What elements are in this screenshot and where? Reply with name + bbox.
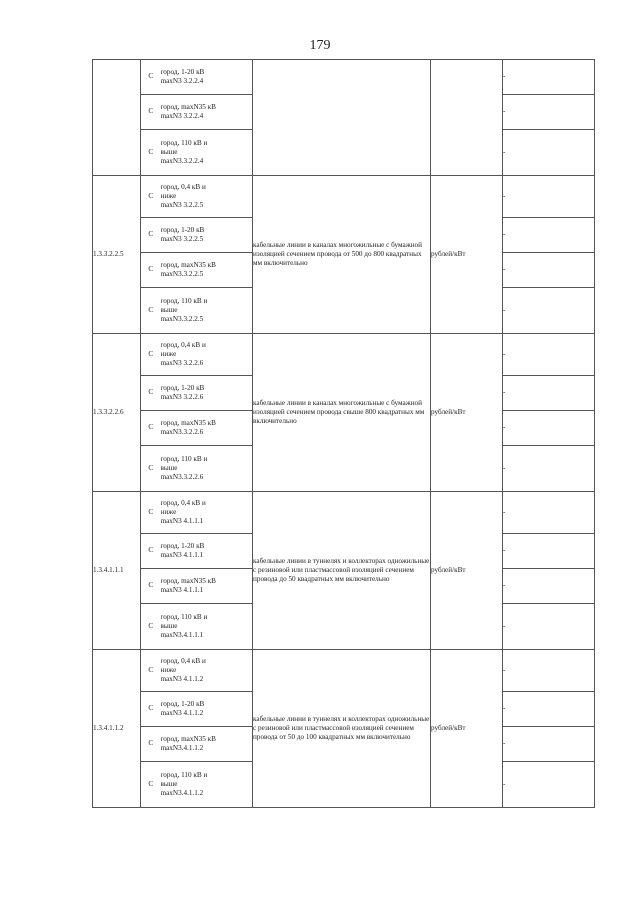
line-description: кабельные линии в каналах многожильные с бумажной изоляцией сечением провода от 500 до 800 квадратных мм включительно: [253, 176, 431, 334]
voltage-level-line: выше: [160, 147, 178, 156]
line-description: кабельные линии в туннелях и коллекторах одножильные с резиновой или пластмассовой изоляцией сечением провода от 50 до 100 квадратных мм включительно: [253, 650, 431, 808]
line-description: [253, 60, 431, 176]
rate-value: -: [503, 446, 595, 492]
voltage-level-cell: [161, 130, 253, 176]
rate-value: -: [503, 569, 595, 604]
voltage-level-cell: [161, 218, 253, 253]
voltage-level-line: maxN3 4.1.1.2: [160, 675, 204, 684]
voltage-level-cell: [161, 60, 253, 95]
voltage-level-cell: [161, 762, 253, 808]
territory-code: С: [141, 253, 161, 288]
rate-value: -: [503, 604, 595, 650]
territory-code: С: [141, 176, 161, 218]
voltage-level-cell: [161, 253, 253, 288]
voltage-level-line: maxN3.3.2.2.5: [160, 315, 204, 324]
rate-value: -: [503, 534, 595, 569]
tariff-code: 1.3.4.1.1.1: [93, 492, 141, 650]
voltage-level-cell: [161, 534, 253, 569]
tariff-code: [93, 60, 141, 176]
voltage-level-line: город, 1-20 кВ: [160, 699, 205, 708]
voltage-level-cell: [161, 492, 253, 534]
rate-value: -: [503, 288, 595, 334]
table-row: [93, 650, 595, 692]
unit-of-measure: [431, 60, 503, 176]
voltage-level-line: maxN3 3.2.2.5: [160, 235, 204, 243]
rate-value: -: [503, 130, 595, 176]
territory-code: С: [141, 446, 161, 492]
rate-value: -: [503, 95, 595, 130]
voltage-level-cell: [161, 376, 253, 411]
territory-code: С: [141, 762, 161, 808]
voltage-level-line: город, 0,4 кВ и: [160, 498, 206, 507]
voltage-level-line: maxN3.4.1.1.2: [160, 789, 204, 798]
tariff-code: 1.3.3.2.2.6: [93, 334, 141, 492]
voltage-level-line: город, 110 кВ и: [160, 296, 208, 305]
voltage-level-cell: [161, 569, 253, 604]
table-row: [93, 334, 595, 376]
voltage-level-line: город, 0,4 кВ и: [160, 182, 206, 191]
rate-value: -: [503, 650, 595, 692]
rate-value: -: [503, 492, 595, 534]
voltage-level-line: город, 0,4 кВ и: [160, 340, 206, 349]
voltage-level-line: maxN3.3.2.2.6: [160, 428, 204, 436]
voltage-level-line: выше: [160, 305, 178, 314]
tariff-code: 1.3.3.2.2.5: [93, 176, 141, 334]
voltage-level-line: выше: [160, 779, 178, 788]
unit-of-measure: рублей/кВт: [431, 334, 503, 492]
unit-of-measure: рублей/кВт: [431, 492, 503, 650]
rate-value: -: [503, 334, 595, 376]
territory-code: С: [141, 334, 161, 376]
territory-code: С: [141, 60, 161, 95]
voltage-level-line: город, maxN35 кВ: [160, 260, 216, 269]
territory-code: С: [141, 604, 161, 650]
territory-code: С: [141, 376, 161, 411]
rate-value: -: [503, 60, 595, 95]
voltage-level-line: город, 110 кВ и: [160, 454, 208, 463]
voltage-level-cell: [161, 604, 253, 650]
voltage-level-line: maxN3 4.1.1.1: [160, 586, 204, 594]
voltage-level-line: maxN3 3.2.2.4: [160, 112, 204, 120]
voltage-level-line: город, maxN35 кВ: [160, 418, 216, 427]
line-description: кабельные линии в туннелях и коллекторах одножильные с резиновой или пластмассовой изоляцией сечением провода до 50 квадратных мм включительно: [253, 492, 431, 650]
voltage-level-line: город, 1-20 кВ: [160, 541, 205, 550]
voltage-level-cell: [161, 176, 253, 218]
voltage-level-cell: [161, 692, 253, 727]
voltage-level-line: ниже: [160, 349, 177, 358]
voltage-level-line: ниже: [160, 665, 177, 674]
territory-code: С: [141, 569, 161, 604]
territory-code: С: [141, 650, 161, 692]
voltage-level-line: город, 0,4 кВ и: [160, 656, 206, 665]
voltage-level-line: город, 110 кВ и: [160, 138, 208, 147]
rate-value: -: [503, 176, 595, 218]
voltage-level-line: maxN3.4.1.1.1: [160, 631, 204, 640]
voltage-level-line: город, maxN35 кВ: [160, 576, 216, 585]
rate-value: -: [503, 762, 595, 808]
voltage-level-cell: [161, 727, 253, 762]
territory-code: С: [141, 218, 161, 253]
tariff-table-body: [93, 60, 595, 808]
voltage-level-line: maxN3 4.1.1.2: [160, 709, 204, 717]
voltage-level-line: город, maxN35 кВ: [160, 734, 216, 743]
voltage-level-line: выше: [160, 621, 178, 630]
voltage-level-cell: [161, 411, 253, 446]
territory-code: С: [141, 288, 161, 334]
voltage-level-cell: [161, 288, 253, 334]
tariff-table: [92, 59, 595, 808]
voltage-level-line: город, 110 кВ и: [160, 770, 208, 779]
voltage-level-line: maxN3.4.1.1.2: [160, 744, 204, 752]
voltage-level-line: ниже: [160, 191, 177, 200]
territory-code: С: [141, 492, 161, 534]
territory-code: С: [141, 727, 161, 762]
voltage-level-line: maxN3 3.2.2.5: [160, 201, 204, 210]
tariff-code: 1.3.4.1.1.2: [93, 650, 141, 808]
voltage-level-line: город, 110 кВ и: [160, 612, 208, 621]
rate-value: -: [503, 376, 595, 411]
rate-value: -: [503, 692, 595, 727]
table-row: [93, 60, 595, 95]
rate-value: -: [503, 411, 595, 446]
voltage-level-line: maxN3.3.2.2.6: [160, 473, 204, 482]
voltage-level-line: maxN3 4.1.1.1: [160, 551, 204, 559]
voltage-level-line: maxN3.3.2.2.4: [160, 157, 204, 166]
voltage-level-line: город, 1-20 кВ: [160, 225, 205, 234]
voltage-level-line: maxN3 3.2.2.6: [160, 359, 204, 368]
unit-of-measure: рублей/кВт: [431, 176, 503, 334]
rate-value: -: [503, 253, 595, 288]
voltage-level-line: maxN3 3.2.2.6: [160, 393, 204, 401]
table-row: [93, 492, 595, 534]
territory-code: С: [141, 411, 161, 446]
page-number: 179: [309, 38, 331, 53]
voltage-level-line: город, maxN35 кВ: [160, 102, 216, 111]
territory-code: С: [141, 534, 161, 569]
territory-code: С: [141, 95, 161, 130]
line-description: кабельные линии в каналах многожильные с бумажной изоляцией сечением провода свыше 800 квадратных мм включительно: [253, 334, 431, 492]
voltage-level-line: maxN3 4.1.1.1: [160, 517, 204, 526]
voltage-level-cell: [161, 446, 253, 492]
voltage-level-line: maxN3.3.2.2.5: [160, 270, 204, 278]
territory-code: С: [141, 130, 161, 176]
voltage-level-cell: [161, 95, 253, 130]
voltage-level-line: выше: [160, 463, 178, 472]
voltage-level-line: ниже: [160, 507, 177, 516]
voltage-level-line: город, 1-20 кВ: [160, 383, 205, 392]
rate-value: -: [503, 218, 595, 253]
voltage-level-cell: [161, 650, 253, 692]
territory-code: С: [141, 692, 161, 727]
voltage-level-line: maxN3 3.2.2.4: [160, 77, 204, 85]
voltage-level-cell: [161, 334, 253, 376]
voltage-level-line: город, 1-20 кВ: [160, 67, 205, 76]
unit-of-measure: рублей/кВт: [431, 650, 503, 808]
rate-value: -: [503, 727, 595, 762]
table-row: [93, 176, 595, 218]
